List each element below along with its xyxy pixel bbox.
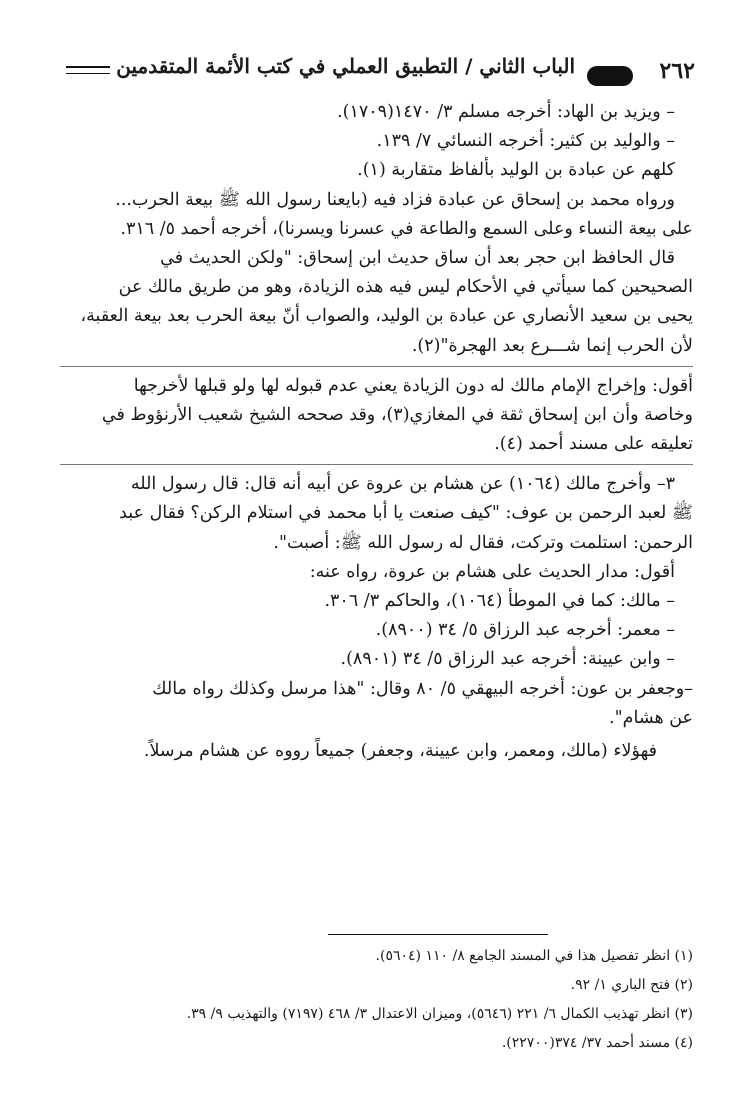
text-line: ﷺ لعبد الرحمن بن عوف: "كيف صنعت يا أبا محمد في استلام الركن؟ فقال عبد (119, 503, 693, 524)
text-line: كلهم عن عبادة بن الوليد بألفاظ متقاربة (١). (357, 160, 675, 181)
text-line: تعليقه على مسند أحمد (٤). (494, 434, 693, 455)
text-line: الرحمن: استلمت وتركت، فقال له رسول الله ﷺ: أصبت". (273, 532, 693, 553)
chapter-title: الباب الثاني / التطبيق العملي في كتب الأئمة المتقدمين (116, 54, 575, 78)
text-line: وخاصة وأن ابن إسحاق ثقة في المغازي(٣)، وقد صححه الشيخ شعيب الأرنؤوط في (101, 404, 693, 425)
text-line: الصحيحين كما سيأتي في الأحكام ليس فيه هذه الزيادة، وهو من طريق مالك عن (118, 277, 693, 298)
text-line: – ويزيد بن الهاد: أخرجه مسلم ٣/ ١٤٧٠(١٧٠٩). (337, 102, 675, 122)
text-line: – والوليد بن كثير: أخرجه النسائي ٧/ ١٣٩. (376, 131, 675, 152)
header-rule (66, 66, 110, 79)
footnote: (٤) مسند أحمد ٣٧/ ٣٧٤(٢٢٧٠٠). (501, 1035, 693, 1051)
text-line: قال الحافظ ابن حجر بعد أن ساق حديث ابن إسحاق: "ولكن الحديث في (160, 247, 675, 268)
footnote: (٢) فتح الباري ١/ ٩٢. (570, 977, 693, 993)
footnotes (60, 942, 693, 1058)
text-line: أقول: وإخراج الإمام مالك له دون الزيادة يعني عدم قبوله لها ولو قبلها لأخرجها (133, 375, 693, 396)
text-line: يحيى بن سعيد الأنصاري عن عبادة بن الوليد، والصواب أنّ بيعة الحرب بعد بيعة العقبة، (80, 306, 693, 327)
text-line: –وجعفر بن عون: أخرجه البيهقي ٥/ ٨٠ وقال: "هذا مرسل وكذلك رواه مالك (152, 678, 693, 699)
footnote: (٣) انظر تهذيب الكمال ٦/ ٢٢١ (٥٦٤٦)، وميزان الاعتدال ٣/ ٤٦٨ (٧١٩٧) والتهذيب ٩/ ٣٩. (186, 1006, 693, 1022)
text-line: لأن الحرب إنما شـــرع بعد الهجرة"(٢). (411, 335, 693, 356)
page-header (66, 52, 695, 92)
header-ornament (587, 66, 633, 86)
footnote: (١) انظر تفصيل هذا في المسند الجامع ٨/ ١١٠ (٥٦٠٤). (375, 948, 693, 964)
text-line: ورواه محمد بن إسحاق عن عبادة فزاد فيه (بايعنا رسول الله ﷺ بيعة الحرب... (115, 189, 675, 210)
divider (60, 464, 693, 465)
divider (60, 366, 693, 367)
text-line: – وابن عيينة: أخرجه عبد الرزاق ٥/ ٣٤ (٨٩٠١). (340, 649, 675, 670)
text-line: فهؤلاء (مالك، ومعمر، وابن عيينة، وجعفر) جميعاً رووه عن هشام مرسلاً. (143, 740, 657, 761)
text-line: على بيعة النساء وعلى السمع والطاعة في عسرنا ويسرنا)، أخرجه أحمد ٥/ ٣١٦. (120, 218, 693, 239)
footnote-rule (328, 934, 548, 935)
text-line: عن هشام". (609, 707, 693, 728)
text-line: – معمر: أخرجه عبد الرزاق ٥/ ٣٤ (٨٩٠٠). (375, 620, 675, 641)
text-line: أقول: مدار الحديث على هشام بن عروة، رواه عنه: (309, 561, 675, 582)
main-text (60, 98, 693, 766)
text-line: – مالك: كما في الموطأ (١٠٦٤)، والحاكم ٣/ ٣٠٦. (324, 591, 675, 611)
page-number: ٢٦٢ (659, 58, 695, 84)
text-line: ٣– وأخرج مالك (١٠٦٤) عن هشام بن عروة عن أبيه أنه قال: قال رسول الله (130, 474, 675, 495)
